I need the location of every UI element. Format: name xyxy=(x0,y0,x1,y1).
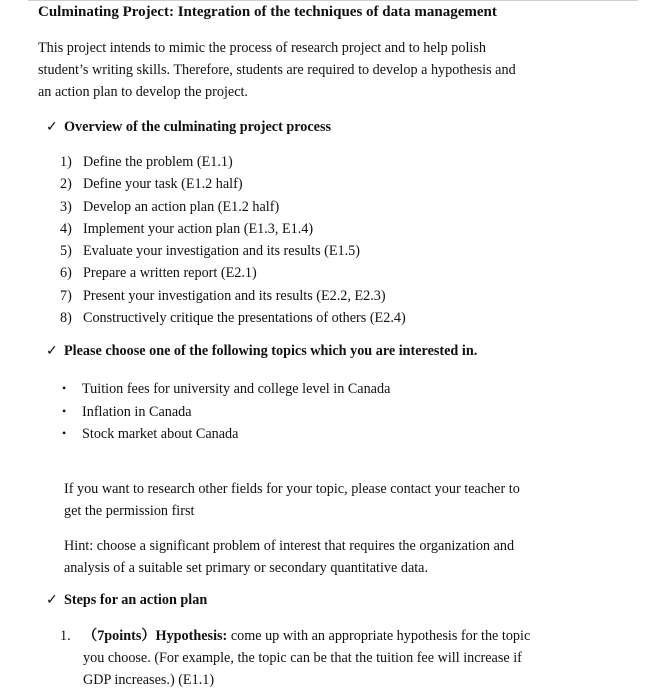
bullet-icon: • xyxy=(62,403,67,418)
page-title: Culminating Project: Integration of the techniques of data management xyxy=(38,4,497,20)
section-heading-overview xyxy=(46,119,331,136)
section-heading-text: Overview of the culminating project process xyxy=(64,119,332,135)
bullet-icon: • xyxy=(62,381,67,395)
hint-note: Hint: choose a significant problem of interest that requires the organization and analysis of a suitable set primary or secondary quantitative data. xyxy=(64,538,515,576)
step-number: 1. xyxy=(60,628,71,644)
list-item: 1) Define the problem (E1.1) xyxy=(60,154,233,170)
bullet-icon: • xyxy=(62,426,67,440)
list-item: 6) Prepare a written report (E2.1) xyxy=(60,265,257,282)
list-item: 5) Evaluate your investigation and its results (E1.5) xyxy=(60,243,360,260)
intro-line: This project intends to mimic the process of research project and to help polish xyxy=(38,40,486,56)
section-heading-steps xyxy=(46,592,207,609)
list-item: • Inflation in Canada xyxy=(62,400,390,423)
step-body: （7points）Hypothesis: come up with an appropriate hypothesis for the topic you choose. (For example, the topic can be that the tuition fee will increase if GDP increases.) (E1.1) xyxy=(83,628,531,688)
permission-note: If you want to research other fields for your topic, please contact your teacher to get the permission first xyxy=(64,481,520,519)
checkmark-icon: ✓ xyxy=(46,343,58,359)
list-item: 8) Constructively critique the presentations of others (E2.4) xyxy=(60,310,406,327)
section-heading-text: Please choose one of the following topics which you are interested in. xyxy=(64,343,478,359)
list-item: 3) Develop an action plan (E1.2 half) xyxy=(60,198,280,215)
intro-paragraph xyxy=(38,37,598,103)
list-item: 7) Present your investigation and its results (E2.2, E2.3) xyxy=(60,287,386,304)
list-item: 4) Implement your action plan (E1.3, E1.4) xyxy=(60,220,314,237)
checkmark-icon: ✓ xyxy=(46,119,58,135)
section-heading-topics xyxy=(46,343,477,360)
list-item: 2) Define your task (E1.2 half) xyxy=(60,176,243,193)
list-item: • Stock market about Canada xyxy=(62,422,390,445)
intro-line: student’s writing skills. Therefore, students are required to develop a hypothesis and xyxy=(38,62,516,78)
top-divider xyxy=(28,0,638,1)
intro-line: an action plan to develop the project. xyxy=(38,84,248,100)
step-points: （7points） xyxy=(83,628,156,644)
step-label: Hypothesis: xyxy=(155,628,228,644)
checkmark-icon: ✓ xyxy=(46,592,58,608)
list-item: • Tuition fees for university and college level in Canada xyxy=(62,377,390,400)
section-heading-text: Steps for an action plan xyxy=(64,592,208,608)
process-list xyxy=(60,151,406,329)
topic-list xyxy=(62,377,390,445)
